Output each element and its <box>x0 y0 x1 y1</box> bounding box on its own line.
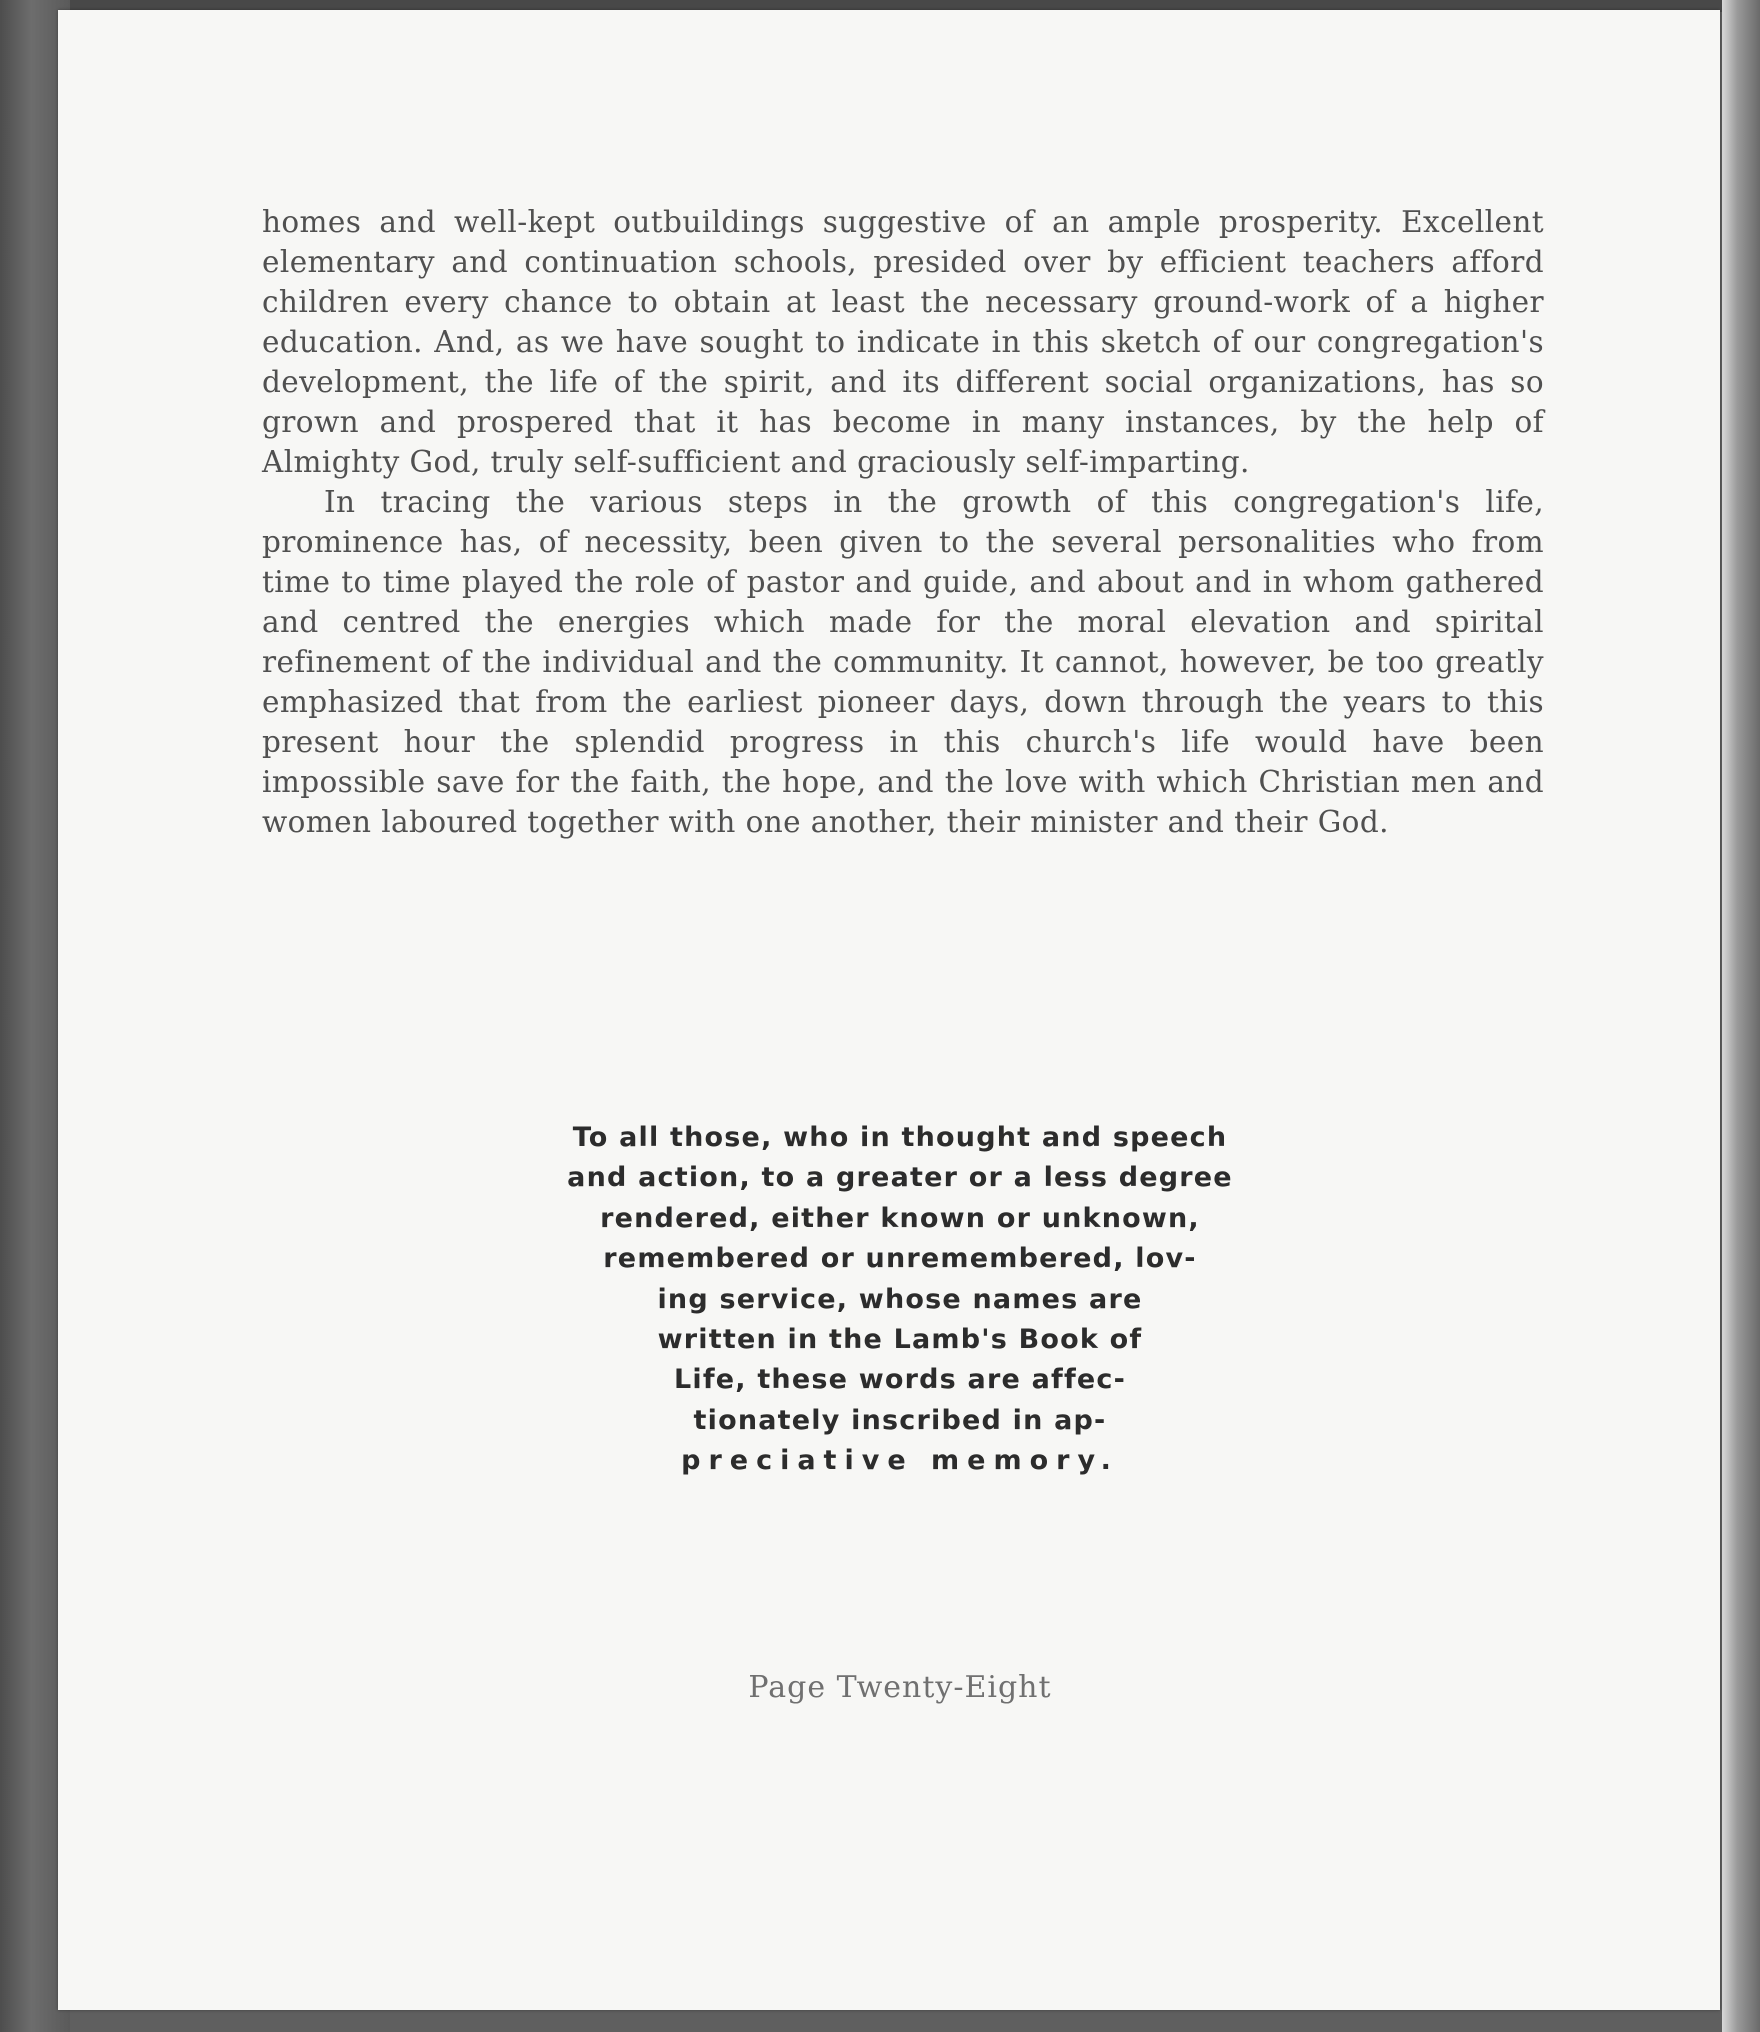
dedication-line: tionately inscribed in ap- <box>693 1404 1107 1436</box>
dedication-line: remembered or unremembered, lov- <box>603 1243 1197 1275</box>
dedication-line: rendered, either known or unknown, <box>600 1202 1200 1234</box>
body-text <box>262 202 1544 842</box>
dedication-line: preciative memory. <box>681 1445 1119 1477</box>
paragraph-1: homes and well-kept outbuildings suggestive of an ample prosperity. Excellent elementary and continuation schools, presided over by efficient teachers afford children every chance to obtain at least the necessary ground-work of a higher education. And, as we have sought to indicate in this sketch of our congregation's development, the life of the spirit, and its different social organizations, has so grown and prospered that it has become in many instances, by the help of Almighty God, truly self-sufficient and graciously self-imparting. <box>262 205 1544 479</box>
page-number: Page Twenty-Eight <box>748 1670 1052 1705</box>
dedication-line: To all those, who in thought and speech <box>572 1122 1228 1153</box>
dedication-block <box>530 1118 1270 1482</box>
dedication-line: Life, these words are affec- <box>673 1364 1127 1396</box>
dedication-line: written in the Lamb's Book of <box>657 1324 1143 1356</box>
scan-right-edge <box>1722 0 1760 2032</box>
paragraph-2: In tracing the various steps in the growth of this congregation's life, prominence has, of necessity, been given to the several personalities who from time to time played the role of pastor and guide, and about and in whom gathered and centred the energies which made for the moral elevation and spirital refinement of the individual and the community. It cannot, however, be too greatly emphasized that from the earliest pioneer days, down through the years to this present hour the splendid progress in this church's life would have been impossible save for the faith, the hope, and the love with which Christian men and women laboured together with one another, their minister and their God. <box>262 485 1544 839</box>
dedication-line: and action, to a greater or a less degree <box>567 1162 1233 1194</box>
dedication-line: ing service, whose names are <box>657 1283 1143 1315</box>
